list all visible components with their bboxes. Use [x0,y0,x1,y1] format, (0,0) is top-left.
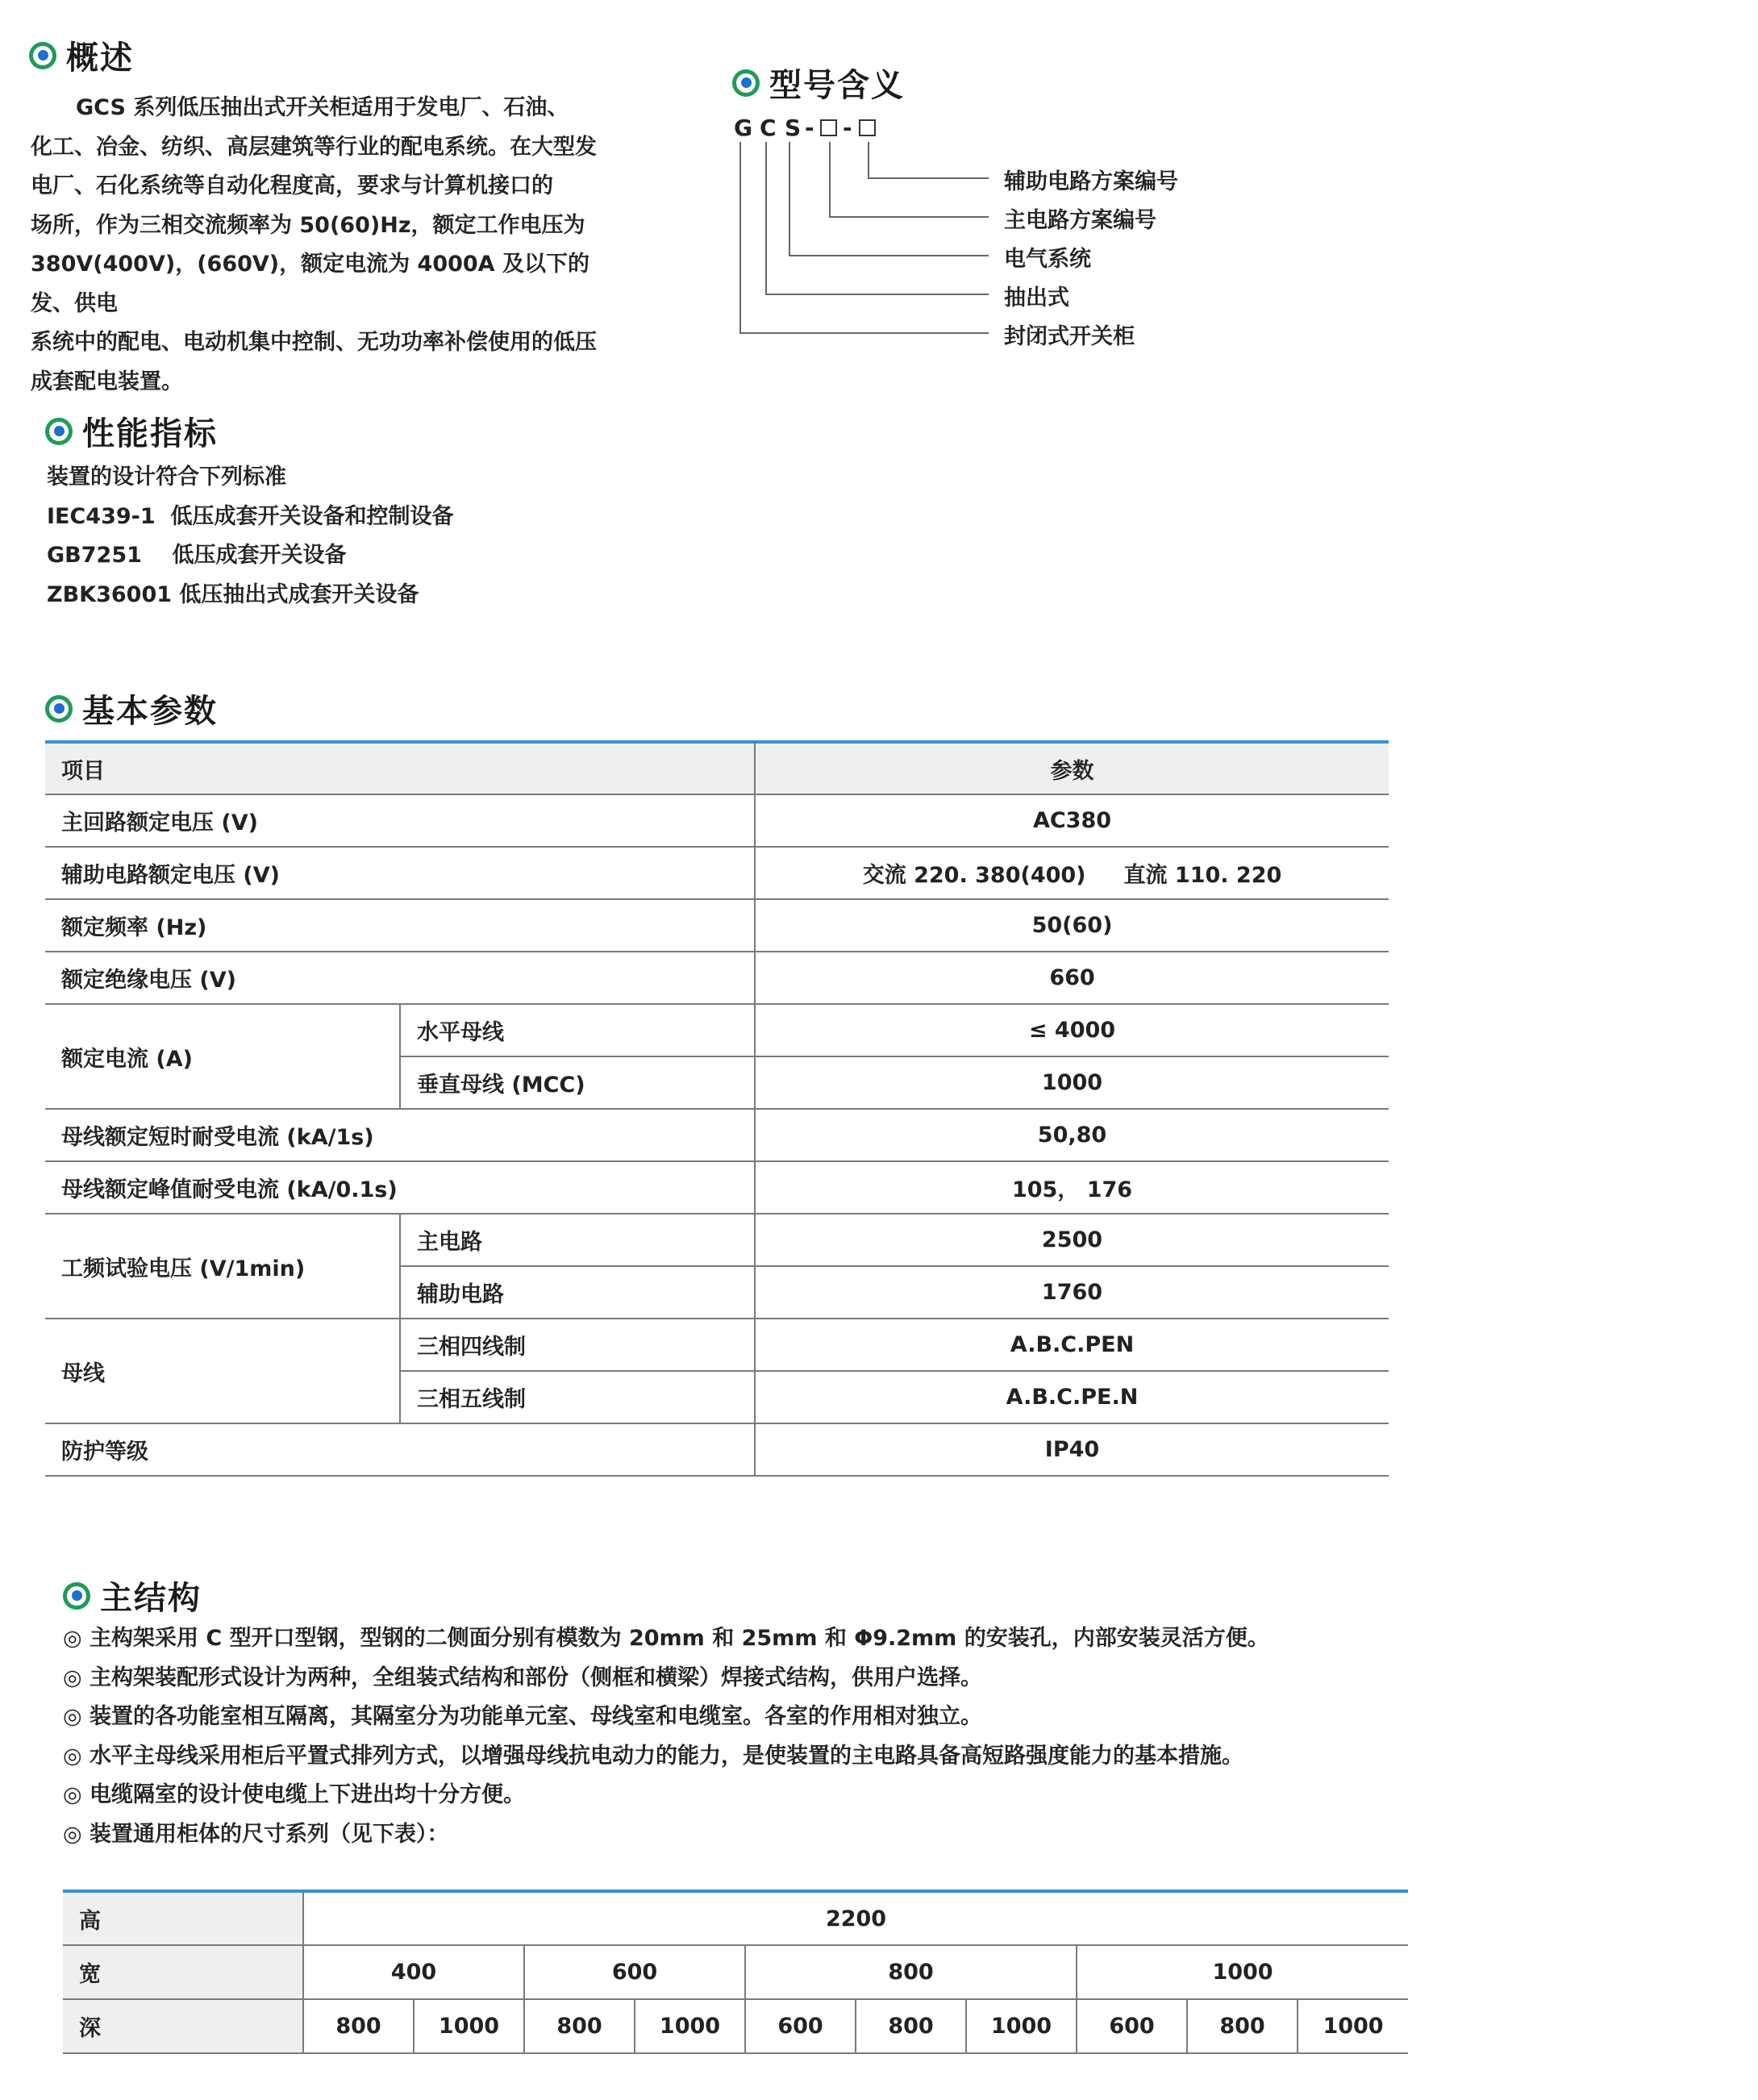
row-sublabel: 水平母线 [400,1004,755,1056]
performance-line: 装置的设计符合下列标准 [47,465,286,490]
structure-header [63,1573,202,1619]
row-sublabel: 三相五线制 [400,1371,755,1423]
width-label: 宽 [63,1945,303,1999]
row-label: 额定频率 (Hz) [45,899,755,952]
performance-header [45,408,218,454]
overview-header [29,32,134,78]
table-row [45,1109,1389,1161]
model-connector [789,255,989,256]
structure-line: ◎ 主构架装配形式设计为两种，全组装式结构和部份（侧框和横梁）焊接式结构，供用户选择。 [63,1665,982,1690]
table-row [45,1319,1389,1371]
overview-line: 系统中的配电、电动机集中控制、无功功率补偿使用的低压 [31,330,597,355]
model-connector [765,294,989,295]
model-label-electrical-system: 电气系统 [1004,247,1091,272]
depth-value: 1000 [635,1999,745,2053]
depth-label: 深 [63,1999,303,2053]
row-label: 额定电流 (A) [45,1004,400,1109]
width-value: 600 [524,1945,745,1999]
target-circle-icon [63,1582,90,1610]
depth-value: 800 [1187,1999,1298,2053]
row-sublabel: 辅助电路 [400,1266,755,1319]
height-value: 2200 [303,1891,1408,1945]
model-dash: - [805,115,814,141]
row-sublabel: 垂直母线 (MCC) [400,1056,755,1109]
structure-title: 主结构 [100,1580,202,1617]
model-connector [739,142,741,332]
row-value: 50,80 [755,1109,1389,1161]
row-label: 主回路额定电压 (V) [45,794,755,847]
header-value: 参数 [755,742,1389,794]
model-connector [829,216,989,218]
overview-line: 场所，作为三相交流频率为 50(60)Hz，额定工作电压为 [31,212,585,238]
performance-title: 性能指标 [82,415,218,452]
model-letter-s: S [785,115,802,141]
structure-list [63,1619,1269,1854]
table-row [45,1004,1389,1056]
row-value: AC380 [755,794,1389,847]
width-value: 800 [745,1945,1077,1999]
model-connector [789,142,790,255]
row-label: 母线额定峰值耐受电流 (kA/0.1s) [45,1161,755,1214]
depth-value: 800 [524,1999,635,2053]
overview-line: 成套配电装置。 [31,369,183,394]
model-connector [868,142,869,177]
depth-value: 1000 [1298,1999,1408,2053]
params-table [45,740,1389,1477]
depth-value: 800 [856,1999,966,2053]
overview-title: 概述 [66,40,134,77]
row-label: 工频试验电压 (V/1min) [45,1214,400,1319]
overview-line: 电厂、石化系统等自动化程度高，要求与计算机接口的 [31,173,553,198]
model-letter-c: C [760,115,777,141]
model-header [732,60,905,106]
model-label-aux-circuit: 辅助电路方案编号 [1004,169,1178,194]
table-row [63,1891,1408,1945]
row-value: 660 [755,952,1389,1004]
depth-value: 1000 [966,1999,1077,2053]
table-row [45,1214,1389,1266]
target-circle-icon [732,69,760,97]
overview-line: GCS 系列低压抽出式开关柜适用于发电厂、石油、 [76,95,569,120]
depth-value: 600 [1077,1999,1187,2053]
target-circle-icon [45,695,73,723]
structure-line: ◎ 装置通用柜体的尺寸系列（见下表）： [63,1821,449,1847]
structure-line: ◎ 水平主母线采用柜后平置式排列方式，以增强母线抗电动力的能力，是使装置的主电路具备高短路强度能力的基本措施。 [63,1743,1244,1769]
row-label: 额定绝缘电压 (V) [45,952,755,1004]
model-box-aux [859,119,876,136]
height-label: 高 [63,1891,303,1945]
header-item: 项目 [45,742,755,794]
performance-line: ZBK36001 低压抽出式成套开关设备 [47,581,419,607]
row-value: 50(60) [755,899,1389,952]
row-value: 1000 [755,1056,1389,1109]
target-circle-icon [45,418,73,445]
structure-line: ◎ 主构架采用 C 型开口型钢，型钢的二侧面分别有模数为 20mm 和 25mm 和 Φ9.2mm 的安装孔，内部安装灵活方便。 [63,1626,1269,1651]
table-row [63,1945,1408,1999]
row-value: 1760 [755,1266,1389,1319]
table-row [45,742,1389,794]
row-label: 母线 [45,1319,400,1423]
structure-line: ◎ 装置的各功能室相互隔离，其隔室分为功能单元室、母线室和电缆室。各室的作用相对独立。 [63,1704,982,1729]
model-label-enclosed: 封闭式开关柜 [1004,324,1135,349]
model-label-main-circuit: 主电路方案编号 [1004,208,1156,233]
row-label: 辅助电路额定电压 (V) [45,847,755,899]
depth-value: 600 [745,1999,856,2053]
model-code [730,115,891,144]
row-value: ≤ 4000 [755,1004,1389,1056]
table-row [45,794,1389,847]
row-value: IP40 [755,1423,1389,1476]
table-row [45,899,1389,952]
row-sublabel: 三相四线制 [400,1319,755,1371]
model-connector [868,177,989,179]
depth-value: 800 [303,1999,414,2053]
row-value: 2500 [755,1214,1389,1266]
table-row [45,952,1389,1004]
model-title: 型号含义 [769,67,905,104]
overview-line: 化工、冶金、纺织、高层建筑等行业的配电系统。在大型发 [31,134,597,160]
table-row [45,1423,1389,1476]
width-value: 1000 [1077,1945,1408,1999]
dimensions-table [63,1890,1408,2054]
table-row [45,847,1389,899]
target-circle-icon [29,42,56,69]
depth-value: 1000 [414,1999,524,2053]
model-label-drawout: 抽出式 [1004,285,1069,310]
row-value: 105， 176 [755,1161,1389,1214]
model-box-main [820,119,837,136]
model-dash: - [843,115,852,141]
row-label: 防护等级 [45,1423,755,1476]
row-value: A.B.C.PEN [755,1319,1389,1371]
model-connector [829,142,831,216]
table-row [45,1161,1389,1214]
performance-line: IEC439-1 低压成套开关设备和控制设备 [47,503,454,529]
structure-line: ◎ 电缆隔室的设计使电缆上下进出均十分方便。 [63,1782,525,1807]
performance-list [47,458,453,615]
overview-paragraph [31,89,611,402]
model-connector [765,142,767,294]
params-header [45,685,218,731]
params-title: 基本参数 [82,693,218,730]
row-value: A.B.C.PE.N [755,1371,1389,1423]
row-value: 交流 220. 380(400) 直流 110. 220 [755,847,1389,899]
row-label: 母线额定短时耐受电流 (kA/1s) [45,1109,755,1161]
width-value: 400 [303,1945,524,1999]
row-sublabel: 主电路 [400,1214,755,1266]
performance-line: GB7251 低压成套开关设备 [47,543,347,568]
model-connector [739,332,989,334]
model-letter-g: G [734,115,752,141]
table-row [63,1999,1408,2053]
overview-line: 380V(400V)，(660V)，额定电流为 4000A 及以下的发、供电 [31,252,589,316]
